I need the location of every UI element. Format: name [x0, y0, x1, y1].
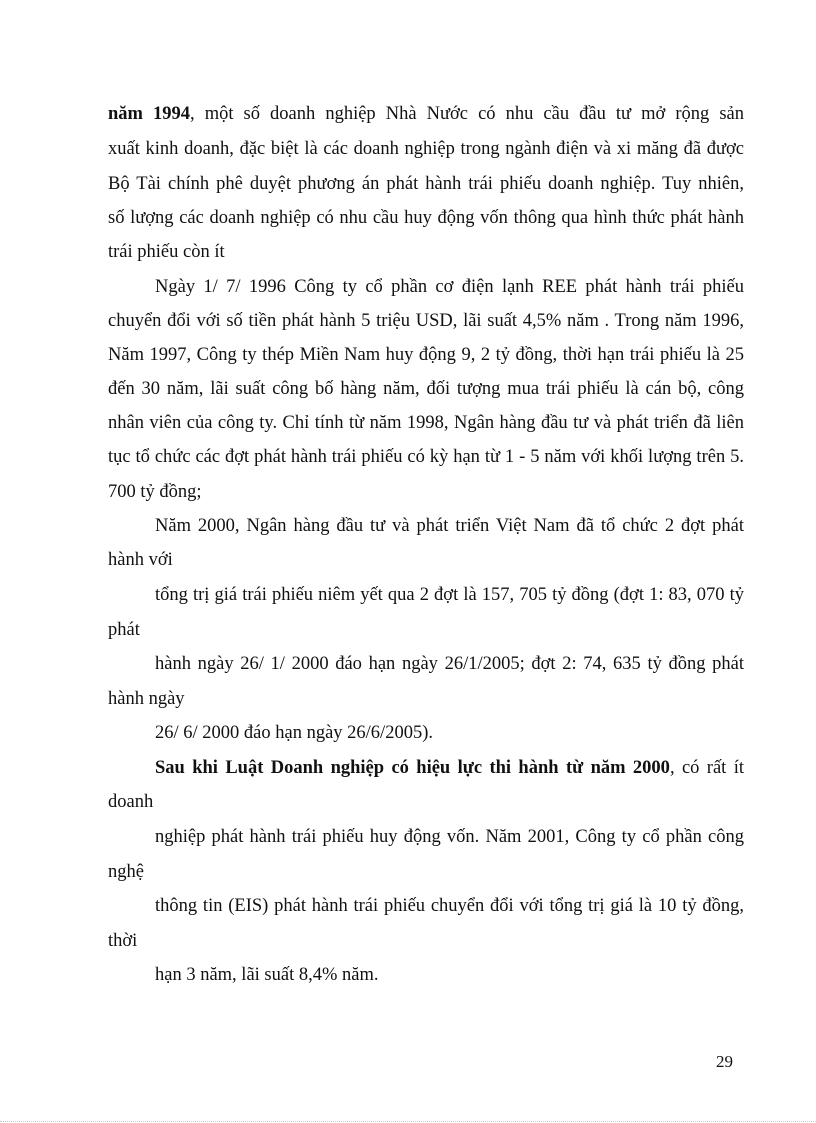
text-line: đến 30 năm, lãi suất công bố hàng năm, đối tượng mua trái phiếu là cán bộ, công — [108, 379, 744, 399]
text-line: nghệ — [108, 862, 144, 882]
text-line: trái phiếu còn ít — [108, 242, 225, 262]
text-line: tục tổ chức các đợt phát hành trái phiếu có kỳ hạn từ 1 - 5 năm với khối lượng trên 5. — [108, 447, 744, 467]
text-line: Bộ Tài chính phê duyệt phương án phát hành trái phiếu doanh nghiệp. Tuy nhiên, — [108, 174, 744, 194]
text-line: phát — [108, 620, 140, 640]
text-line: 700 tỷ đồng; — [108, 482, 202, 502]
text-line: Năm 2000, Ngân hàng đầu tư và phát triển Việt Nam đã tổ chức 2 đợt phát — [155, 516, 744, 536]
text-line: doanh — [108, 792, 154, 812]
text-line: Sau khi Luật Doanh nghiệp có hiệu lực thi hành từ năm 2000, có rất ít — [155, 758, 744, 778]
text-line: thông tin (EIS) phát hành trái phiếu chuyển đổi với tổng trị giá là 10 tỷ đồng, — [155, 896, 744, 916]
bold-lead: Sau khi Luật Doanh nghiệp có hiệu lực thi hành từ năm 2000 — [155, 758, 670, 778]
text-line: năm 1994, một số doanh nghiệp Nhà Nước có nhu cầu đầu tư mở rộng sản — [108, 104, 745, 124]
text-line: 26/ 6/ 2000 đáo hạn ngày 26/6/2005). — [155, 723, 433, 743]
text-line: tổng trị giá trái phiếu niêm yết qua 2 đợt là 157, 705 tỷ đồng (đợt 1: 83, 070 tỷ — [155, 585, 744, 605]
text-line: hành với — [108, 550, 173, 570]
text-line: hạn 3 năm, lãi suất 8,4% năm. — [155, 965, 379, 985]
text-line: nghiệp phát hành trái phiếu huy động vốn. Năm 2001, Công ty cổ phần công — [155, 827, 744, 847]
text-line: Năm 1997, Công ty thép Miền Nam huy động 9, 2 tỷ đồng, thời hạn trái phiếu là 25 — [108, 345, 744, 365]
text-line: xuất kinh doanh, đặc biệt là các doanh nghiệp trong ngành điện và xi măng đã được — [108, 139, 744, 159]
text-line: thời — [108, 931, 138, 951]
text-line: Ngày 1/ 7/ 1996 Công ty cổ phần cơ điện lạnh REE phát hành trái phiếu — [155, 277, 744, 297]
text-line: số lượng các doanh nghiệp có nhu cầu huy động vốn thông qua hình thức phát hành — [108, 208, 744, 228]
page-bottom-rule — [0, 1121, 816, 1122]
text-line: hành ngày 26/ 1/ 2000 đáo hạn ngày 26/1/2005; đợt 2: 74, 635 tỷ đồng phát — [155, 654, 744, 674]
bold-lead: năm 1994 — [108, 104, 191, 124]
page-number: 29 — [716, 1052, 733, 1071]
text-line: hành ngày — [108, 689, 185, 709]
text-line: nhân viên của công ty. Chỉ tính từ năm 1998, Ngân hàng đầu tư và phát triển đã liên — [108, 413, 744, 433]
text-line: chuyển đổi với số tiền phát hành 5 triệu USD, lãi suất 4,5% năm . Trong năm 1996, — [108, 311, 744, 331]
